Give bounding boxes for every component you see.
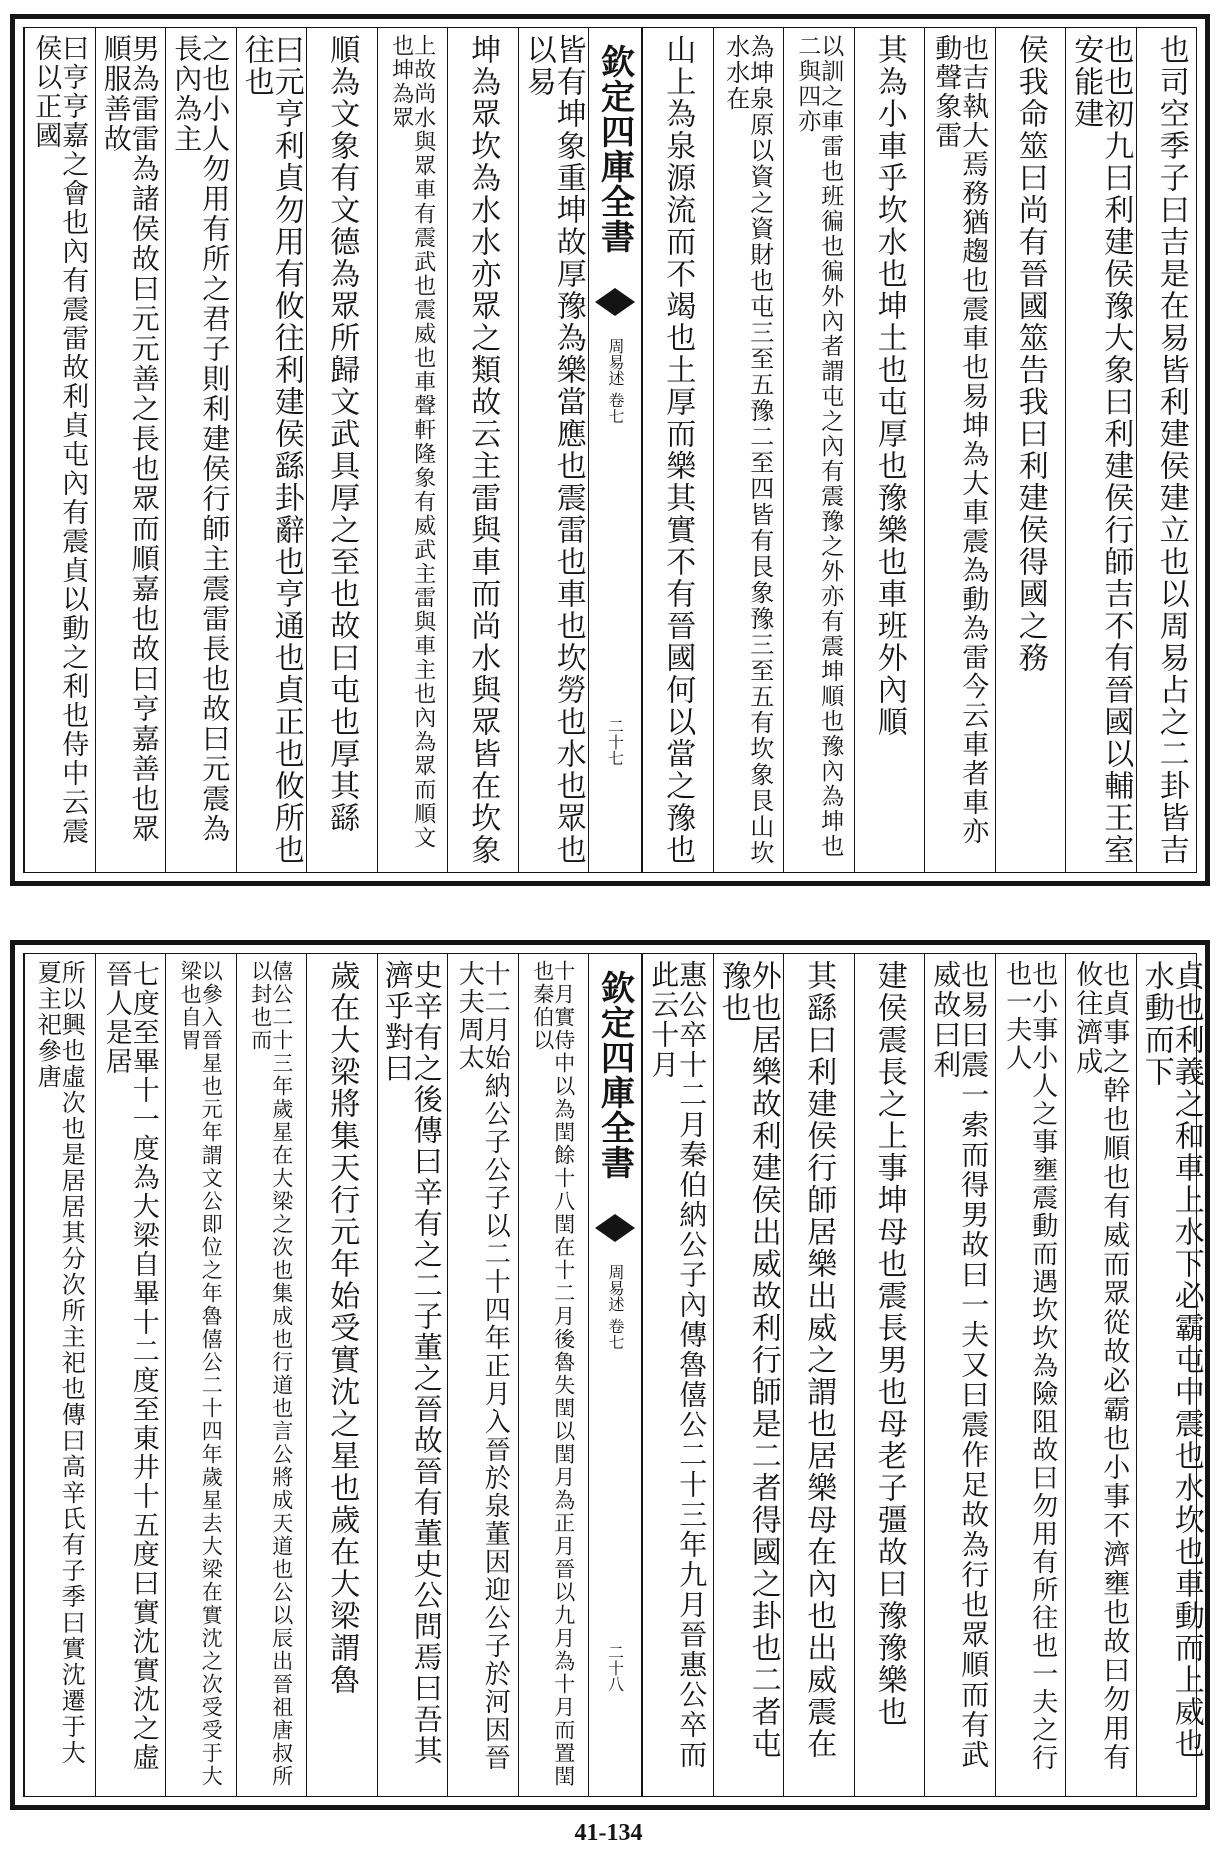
column-text: 外也居樂故利建侯出威故利行師是二者得國之卦也二者屯豫也	[715, 960, 781, 1760]
column-text: 上故尚水與眾車有震武也震威也車聲軒隆象有威武主雷與車主也內為眾而順文也坤為眾	[388, 34, 436, 850]
text-column	[713, 28, 784, 872]
column-rule	[783, 954, 784, 1796]
column-rule	[236, 954, 237, 1796]
column-rule	[1065, 28, 1066, 872]
text-column	[95, 28, 166, 872]
column-text: 建侯震長之上事坤母也震長男也母老子彊故曰豫豫樂也	[871, 960, 907, 1728]
lower-page-text-block	[23, 953, 1204, 1797]
fish-tail-mark	[595, 288, 635, 316]
text-column	[924, 28, 995, 872]
column-text: 男為雷雷為諸侯故曰元元善之長也眾而順嘉也故曰亨嘉善也眾順服善故	[99, 34, 161, 844]
column-rule	[642, 954, 643, 1796]
column-text: 貞也利義之和車上水下必霸屯中震也水坎也車動而上威也水動而下	[1138, 960, 1204, 1760]
column-text: 歲在大梁將集天行元年始受實沈之星也歲在大梁謂魯	[324, 960, 360, 1696]
column-rule	[518, 28, 519, 872]
column-rule	[783, 28, 784, 872]
column-text: 坤為眾坎為水水亦眾之類故云主雷與車而尚水與眾皆在坎象	[465, 34, 501, 866]
column-rule	[995, 954, 996, 1796]
spine-title: 欽定四庫全書	[594, 44, 635, 254]
column-rule	[854, 28, 855, 872]
text-column	[306, 954, 377, 1796]
text-column	[518, 28, 589, 872]
text-column	[924, 954, 995, 1796]
text-column	[783, 28, 854, 872]
text-column	[1065, 954, 1136, 1796]
text-column	[995, 28, 1066, 872]
column-text: 為坤泉原以資之資財也屯三至五豫二至四皆有艮象豫三至五有坎象艮山坎水水在	[721, 34, 774, 866]
column-rule	[165, 28, 166, 872]
column-rule	[24, 28, 25, 872]
column-text: 山上為泉源流而不竭也土厚而樂其實不有晉國何以當之豫也	[660, 34, 696, 866]
text-column	[642, 954, 713, 1796]
column-text: 侯我命筮曰尚有晉國筮告我曰利建侯得國之務	[1012, 34, 1048, 674]
column-text: 七度至畢十一度為大梁自畢十二度至東井十五度曰實沈實沈之虛晉人是居	[100, 960, 159, 1772]
text-column	[236, 28, 307, 872]
text-column	[995, 954, 1066, 1796]
column-text: 以參入晉星也元年謂文公即位之年魯僖公二十四年歲星去大梁在實沈之次受受于大梁也自胃	[178, 960, 224, 1788]
column-rule	[447, 954, 448, 1796]
column-rule	[642, 28, 643, 872]
column-text: 皆有坤象重坤故厚豫為樂當應也震雷也車也坎勞也水也眾也以易	[520, 34, 586, 866]
text-column	[447, 954, 518, 1796]
text-column	[642, 28, 713, 872]
text-column	[1136, 28, 1207, 872]
column-text: 僖公二十三年歲星在大梁之次也集成也行道也言公將成天道也公以辰出晉祖唐叔所以封也而	[248, 960, 294, 1788]
column-rule	[924, 28, 925, 872]
center-spine	[588, 954, 642, 1796]
column-rule	[713, 954, 714, 1796]
text-column	[165, 28, 236, 872]
column-text: 也小事小人之事壅震動而遇坎坎為險阻故曰勿用有所往也一夫之行也一夫人	[1001, 960, 1058, 1772]
text-column	[447, 28, 518, 872]
text-column	[854, 954, 925, 1796]
text-column	[95, 954, 166, 1796]
column-text: 之也小人勿用有所之君子則利建侯行師主震雷長也故曰元震為長內為主	[170, 34, 232, 844]
column-text: 曰元亨利貞勿用有攸往利建侯繇卦辭也亨通也貞正也攸所也往也	[238, 34, 304, 866]
column-rule	[447, 28, 448, 872]
folio-number: 二十八	[605, 1644, 625, 1692]
page-number: 41-134	[574, 1820, 643, 1846]
column-text: 以訓之車雷也班徧也徧外內者謂屯之內有震豫之外亦有震坤順也豫內為坤也二與四亦	[794, 34, 844, 859]
column-text: 也易曰震一索而得男故曰一夫又曰震作足故為行也眾順而有武威故曰利	[929, 960, 991, 1770]
column-rule	[306, 28, 307, 872]
column-rule	[1065, 954, 1066, 1796]
text-column	[377, 954, 448, 1796]
column-text: 所以興也虛次也是居居其分次所主祀也傳曰高辛氏有子季曰實沈遷于大夏主祀參唐	[33, 960, 86, 1766]
column-rule	[518, 954, 519, 1796]
text-column	[783, 954, 854, 1796]
column-rule	[95, 28, 96, 872]
text-column	[236, 954, 307, 1796]
column-rule	[1136, 28, 1137, 872]
fish-tail-mark	[595, 1214, 635, 1242]
book-title: 周易述	[606, 338, 625, 386]
column-text: 曰亨亨嘉之會也內有震雷故利貞屯內有震貞以動之利也侍中云震侯以正國	[30, 34, 89, 846]
text-column	[306, 28, 377, 872]
text-column	[854, 28, 925, 872]
column-text: 十月實侍中以為閏餘十八閏在十二月後魯失閏以閏月為正月晉以九月為十月而置閏也秦伯以	[530, 960, 576, 1788]
text-column	[518, 954, 589, 1796]
volume-label: 卷七	[606, 392, 625, 424]
text-column	[1065, 28, 1136, 872]
column-rule	[95, 954, 96, 1796]
column-rule	[306, 954, 307, 1796]
spine-subtitle	[607, 338, 623, 424]
column-text: 順為文象有文德為眾所歸文武具厚之至也故曰屯也厚其繇	[324, 34, 360, 834]
column-text: 惠公卒十二月秦伯納公子內傳魯僖公二十三年九月晉惠公卒而此云十月	[647, 960, 709, 1770]
column-text: 也吉執大焉務猶趨也震車也易坤為大車震為動為雷今云車者車亦動聲象雷	[930, 34, 989, 846]
text-column	[713, 954, 784, 1796]
column-text: 也也初九曰利建侯豫大象曰利建侯行師吉不有晉國以輔王室安能建	[1068, 34, 1134, 866]
lower-page	[10, 940, 1210, 1810]
column-rule	[995, 28, 996, 872]
column-text: 十二月始納公子公子以二十四年正月入晉於泉董因迎公子於河因晉大夫周太	[454, 960, 511, 1772]
column-text: 其為小車乎坎水也坤土也屯厚也豫樂也車班外內順	[871, 34, 907, 738]
column-rule	[165, 954, 166, 1796]
column-rule	[924, 954, 925, 1796]
column-text: 也司空季子曰吉是在易皆利建侯建立也以周易占之二卦皆吉	[1153, 34, 1189, 866]
spine-title: 欽定四庫全書	[594, 970, 635, 1180]
volume-label: 卷七	[606, 1318, 625, 1350]
text-column	[24, 28, 95, 872]
center-spine	[588, 28, 642, 872]
column-rule	[713, 28, 714, 872]
column-rule	[236, 28, 237, 872]
folio-number: 二十七	[605, 718, 625, 766]
upper-page	[10, 14, 1210, 886]
column-text: 史辛有之後傳曰辛有之二子董之晉故晉有董史公問焉曰吾其濟乎對曰	[380, 960, 444, 1766]
column-rule	[1136, 954, 1137, 1796]
text-column	[377, 28, 448, 872]
text-column	[1136, 954, 1207, 1796]
text-column	[24, 954, 95, 1796]
column-rule	[377, 28, 378, 872]
upper-page-text-block	[23, 27, 1197, 873]
book-title: 周易述	[606, 1264, 625, 1312]
text-column	[165, 954, 236, 1796]
column-rule	[377, 954, 378, 1796]
spine-subtitle	[607, 1264, 623, 1350]
column-rule	[24, 954, 25, 1796]
column-text: 其繇曰利建侯行師居樂出威之謂也居樂母在內也出威震在	[801, 960, 837, 1760]
column-rule	[854, 954, 855, 1796]
column-text: 也貞事之幹也順也有威而眾從故必霸也小事不濟壅也故曰勿用有攸往濟成	[1071, 960, 1130, 1772]
